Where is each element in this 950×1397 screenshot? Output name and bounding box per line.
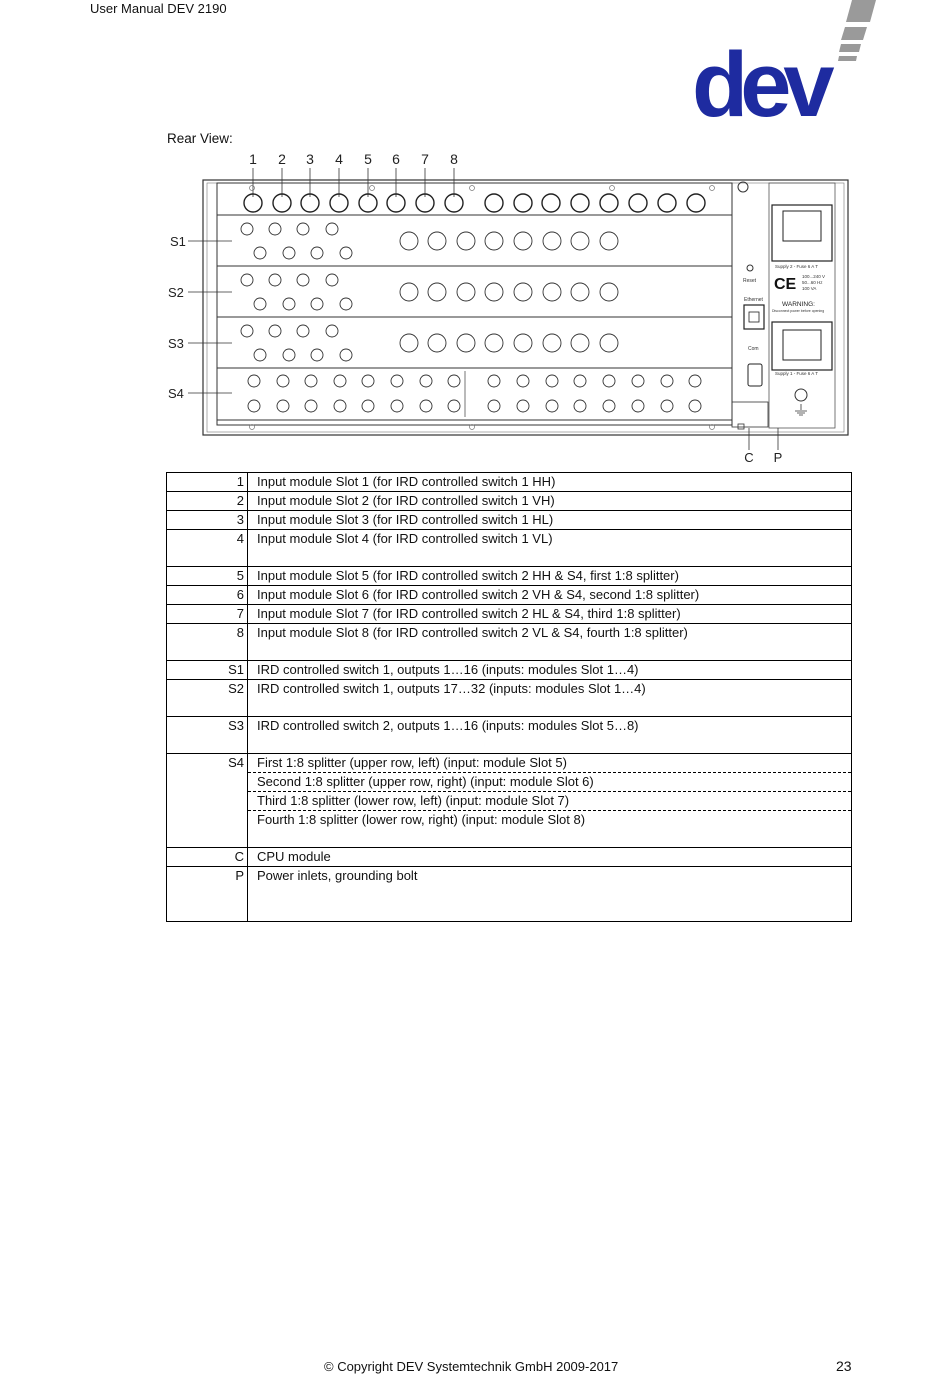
- table-row: [167, 811, 852, 848]
- reset-label: Reset: [743, 278, 757, 284]
- rating-voltage: 100...240 V: [802, 274, 826, 279]
- row-description: Input module Slot 4 (for IRD controlled switch 1 VL): [257, 531, 553, 546]
- chassis-inner-outline: [207, 183, 844, 432]
- rear-view-legend-table: [166, 472, 852, 922]
- side-labels: [168, 234, 186, 401]
- table-row: [167, 511, 852, 530]
- slot-label-2: 2: [278, 151, 286, 167]
- footer-copyright: © Copyright DEV Systemtechnik GmbH 2009-2017: [324, 1359, 619, 1374]
- com-label: Com: [748, 346, 759, 352]
- row-description: Second 1:8 splitter (upper row, right) (input: module Slot 6): [248, 773, 852, 792]
- table-row: [167, 661, 852, 680]
- row-description: Input module Slot 1 (for IRD controlled switch 1 HH): [257, 474, 556, 489]
- row-key: 4: [167, 530, 248, 567]
- ground-icon: [795, 404, 807, 415]
- power-socket: [783, 330, 821, 360]
- label-c: C: [744, 450, 754, 465]
- power-inlet-1: [772, 322, 832, 370]
- row-key: 2: [167, 492, 248, 511]
- grounding-bolt: [795, 389, 807, 401]
- ethernet-port: [744, 305, 764, 329]
- input-connector: [514, 194, 532, 212]
- table-row: [167, 680, 852, 717]
- row-key: C: [167, 848, 248, 867]
- table-row: [167, 473, 852, 492]
- slot-label-6: 6: [392, 151, 400, 167]
- supply1-label: Supply 1 - Fuse 6 A T: [775, 371, 818, 376]
- row-key: S4: [167, 754, 248, 773]
- com-port: [748, 364, 762, 386]
- bottom-leader-lines: [749, 428, 778, 450]
- table-row: [167, 754, 852, 773]
- dev-logo: [690, 0, 880, 120]
- splitter-module-s4: [248, 371, 701, 417]
- table-row: [167, 792, 852, 811]
- slot-label-7: 7: [421, 151, 429, 167]
- document-header-title: User Manual DEV 2190: [90, 1, 227, 16]
- switch-module-s1: [241, 223, 618, 259]
- row-key: [167, 792, 248, 811]
- bottom-labels: [744, 450, 782, 465]
- chassis-outline: [203, 180, 848, 435]
- input-connector: [687, 194, 705, 212]
- warning-label: WARNING:: [782, 301, 815, 308]
- row-description: Input module Slot 6 (for IRD controlled switch 2 VH & S4, second 1:8 splitter): [257, 587, 700, 602]
- row-key: [167, 811, 248, 848]
- row-description: Input module Slot 7 (for IRD controlled switch 2 HL & S4, third 1:8 splitter): [257, 606, 681, 621]
- switch-module-s2: [241, 274, 618, 310]
- ce-mark: CE: [774, 276, 797, 293]
- row-key: 5: [167, 567, 248, 586]
- mounting-screws: [250, 186, 715, 430]
- rating-power: 100 VA: [802, 286, 817, 291]
- power-inlet-2: [772, 205, 832, 261]
- ethernet-label: Ethernet: [744, 297, 763, 303]
- rating-frequency: 50...60 Hz: [802, 280, 823, 285]
- logo-wordmark: dev: [692, 34, 827, 120]
- row-key: 6: [167, 586, 248, 605]
- table-row: [167, 624, 852, 661]
- input-connector: [658, 194, 676, 212]
- table-row: [167, 530, 852, 567]
- row-description: Power inlets, grounding bolt: [257, 868, 418, 883]
- table-row: [167, 586, 852, 605]
- row-description: Fourth 1:8 splitter (lower row, right) (input: module Slot 8): [257, 812, 586, 827]
- table-row: [167, 567, 852, 586]
- side-label-s1: S1: [170, 234, 186, 249]
- logo-stripes: [838, 0, 876, 61]
- row-key: P: [167, 867, 248, 922]
- warning-note: Disconnect power before opening: [772, 309, 825, 313]
- power-module: [769, 183, 835, 428]
- slot-label-8: 8: [450, 151, 458, 167]
- table-row: [167, 848, 852, 867]
- input-connector: [571, 194, 589, 212]
- row-key: S2: [167, 680, 248, 717]
- label-p: P: [773, 450, 783, 465]
- side-label-s3: S3: [168, 336, 184, 351]
- section-title: Rear View:: [167, 131, 233, 146]
- row-key: S3: [167, 717, 248, 754]
- side-label-s2: S2: [168, 285, 184, 300]
- side-label-s4: S4: [168, 386, 184, 401]
- row-key: 8: [167, 624, 248, 661]
- slot-label-4: 4: [335, 151, 343, 167]
- row-description: Input module Slot 5 (for IRD controlled switch 2 HH & S4, first 1:8 splitter): [257, 568, 679, 583]
- slot-label-1: 1: [249, 151, 257, 167]
- slot-label-3: 3: [306, 151, 314, 167]
- row-key: [167, 773, 248, 792]
- row-key: 3: [167, 511, 248, 530]
- row-description: Input module Slot 3 (for IRD controlled switch 1 HL): [257, 512, 554, 527]
- table-row: [167, 867, 852, 922]
- input-connector: [542, 194, 560, 212]
- row-description: IRD controlled switch 1, outputs 17…32 (inputs: modules Slot 1…4): [257, 681, 646, 696]
- page-number: 23: [836, 1358, 852, 1374]
- row-key: 7: [167, 605, 248, 624]
- slot-label-5: 5: [364, 151, 372, 167]
- cpu-module: [732, 182, 768, 429]
- input-connector-row: [244, 194, 705, 212]
- row-description: Input module Slot 8 (for IRD controlled switch 2 VL & S4, fourth 1:8 splitter): [257, 625, 688, 640]
- table-row: [167, 717, 852, 754]
- switch-module-s3: [241, 325, 618, 361]
- reset-button: [747, 265, 753, 271]
- row-description: IRD controlled switch 1, outputs 1…16 (inputs: modules Slot 1…4): [257, 662, 639, 677]
- rear-view-figure: [160, 145, 860, 470]
- input-connector: [485, 194, 503, 212]
- power-socket: [783, 211, 821, 241]
- row-key: S1: [167, 661, 248, 680]
- row-key: 1: [167, 473, 248, 492]
- row-description: Third 1:8 splitter (lower row, left) (input: module Slot 7): [248, 792, 852, 811]
- table-row: [167, 773, 852, 792]
- table-row: [167, 605, 852, 624]
- supply2-label: Supply 2 - Fuse 6 A T: [775, 264, 818, 269]
- module-bay: [217, 183, 732, 425]
- row-description: CPU module: [257, 849, 331, 864]
- row-description: IRD controlled switch 2, outputs 1…16 (inputs: modules Slot 5…8): [257, 718, 639, 733]
- slot-number-labels: [249, 151, 458, 167]
- input-connector: [600, 194, 618, 212]
- input-connector: [629, 194, 647, 212]
- row-description: First 1:8 splitter (upper row, left) (input: module Slot 5): [248, 754, 852, 773]
- table-row: [167, 492, 852, 511]
- row-description: Input module Slot 2 (for IRD controlled switch 1 VH): [257, 493, 555, 508]
